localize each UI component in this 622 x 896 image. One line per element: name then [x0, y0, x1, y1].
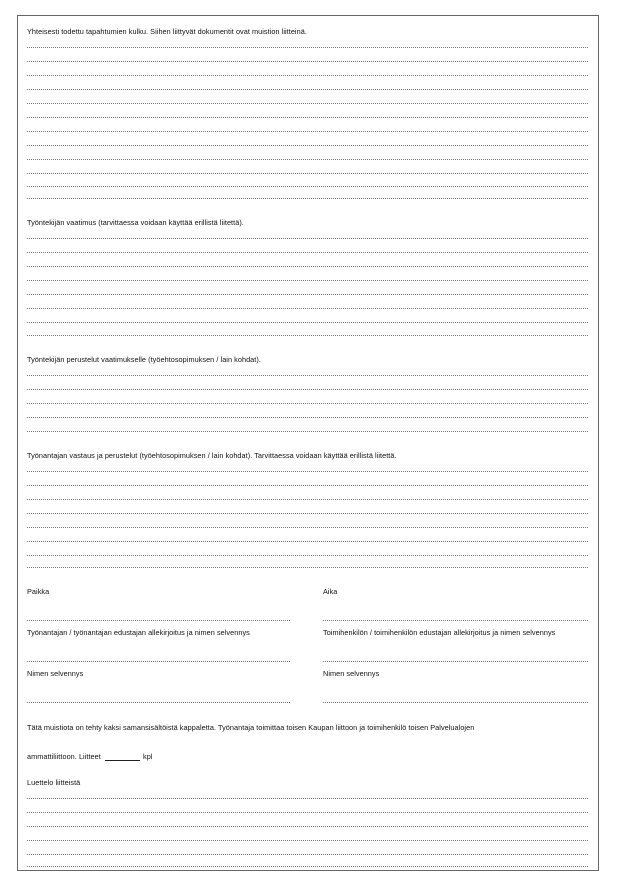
- writing-line: [27, 89, 588, 90]
- writing-line: [27, 159, 588, 160]
- writing-line: [27, 389, 588, 390]
- writing-line: [27, 186, 588, 187]
- writing-line: [27, 567, 588, 568]
- official-signature-label: Toimihenkilön / toimihenkilön edustajan allekirjoitus ja nimen selvennys: [323, 628, 556, 637]
- writing-line: [27, 798, 588, 799]
- time-field[interactable]: [323, 620, 588, 621]
- section-heading-employer-response: Työnantajan vastaus ja perustelut (työehtosopimuksen / lain kohdat). Tarvittaessa voidaan käyttää erillistä liitettä.: [27, 451, 397, 460]
- writing-line: [27, 812, 588, 813]
- writing-line: [27, 499, 588, 500]
- attachments-unit: kpl: [143, 752, 153, 761]
- copies-note: Tätä muistiota on tehty kaksi samansisältöistä kappaletta. Työnantaja toimittaa toisen Kaupan liittoon ja toimihenkilö toisen Palvelualojen: [27, 723, 475, 732]
- time-label: Aika: [323, 587, 338, 596]
- writing-line: [27, 840, 588, 841]
- writing-line: [27, 854, 588, 855]
- section-heading-employee-claim: Työntekijän vaatimus (tarvittaessa voidaan käyttää erillistä liitettä).: [27, 218, 244, 227]
- writing-line: [27, 145, 588, 146]
- writing-line: [27, 322, 588, 323]
- writing-line: [27, 375, 588, 376]
- official-signature-field[interactable]: [323, 661, 588, 662]
- writing-line: [27, 471, 588, 472]
- name-clarification-label-left: Nimen selvennys: [27, 669, 84, 678]
- writing-line: [27, 280, 588, 281]
- writing-line: [27, 61, 588, 62]
- writing-line: [27, 117, 588, 118]
- writing-line: [27, 75, 588, 76]
- writing-line: [27, 308, 588, 309]
- writing-line: [27, 485, 588, 486]
- writing-line: [27, 403, 588, 404]
- writing-line: [27, 335, 588, 336]
- page-frame: [17, 15, 599, 871]
- name-clarification-field-right[interactable]: [323, 702, 588, 703]
- place-field[interactable]: [27, 620, 290, 621]
- section-heading-sequence: Yhteisesti todettu tapahtumien kulku. Siihen liittyvät dokumentit ovat muistion liitteinä.: [27, 27, 307, 36]
- writing-line: [27, 131, 588, 132]
- writing-line: [27, 826, 588, 827]
- writing-line: [27, 866, 588, 867]
- writing-line: [27, 527, 588, 528]
- employer-signature-label: Työnantajan / työnantajan edustajan allekirjoitus ja nimen selvennys: [27, 628, 250, 637]
- employer-signature-field[interactable]: [27, 661, 290, 662]
- writing-line: [27, 47, 588, 48]
- writing-line: [27, 417, 588, 418]
- section-heading-employee-reasons: Työntekijän perustelut vaatimukselle (työehtosopimuksen / lain kohdat).: [27, 355, 261, 364]
- place-label: Paikka: [27, 587, 50, 596]
- writing-line: [27, 294, 588, 295]
- writing-line: [27, 555, 588, 556]
- writing-line: [27, 431, 588, 432]
- writing-line: [27, 266, 588, 267]
- union-line: ammattiliittoon. Liitteet: [27, 752, 101, 761]
- attachments-list-label: Luettelo liitteistä: [27, 778, 81, 787]
- attachments-count-field[interactable]: [105, 760, 140, 761]
- writing-line: [27, 103, 588, 104]
- name-clarification-label-right: Nimen selvennys: [323, 669, 380, 678]
- writing-line: [27, 238, 588, 239]
- writing-line: [27, 541, 588, 542]
- writing-line: [27, 513, 588, 514]
- writing-line: [27, 173, 588, 174]
- writing-line: [27, 198, 588, 199]
- writing-line: [27, 252, 588, 253]
- name-clarification-field-left[interactable]: [27, 702, 290, 703]
